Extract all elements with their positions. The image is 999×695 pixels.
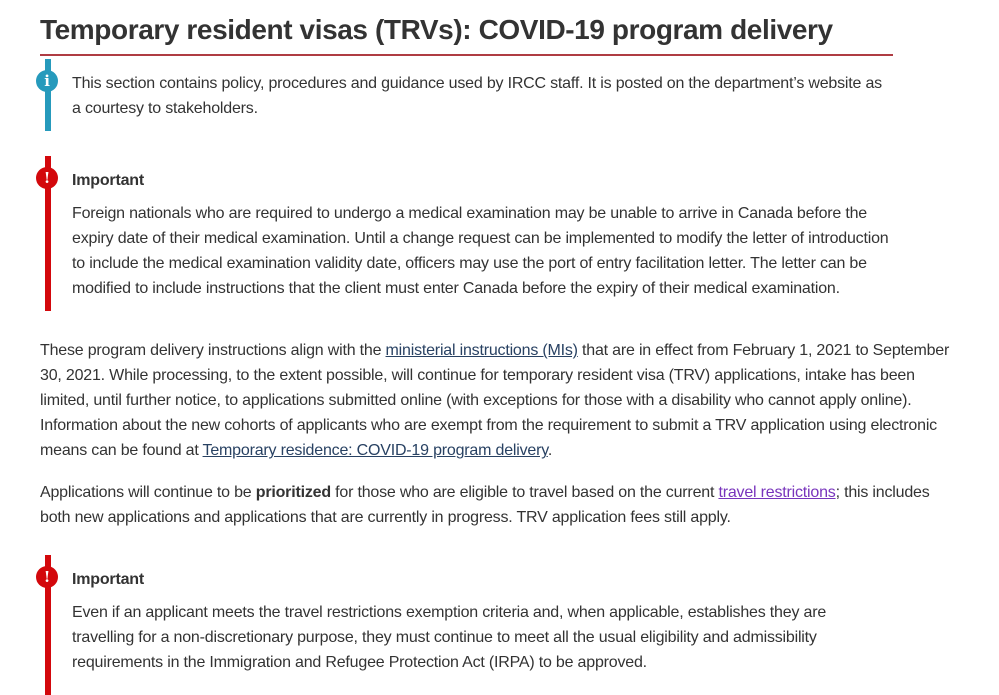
- exclamation-icon: !: [36, 566, 58, 588]
- prioritized-emphasis: prioritized: [255, 484, 331, 502]
- important-text: Foreign nationals who are required to undergo a medical examination may be unable to arrive in Canada before the expiry date of their medical examination. Until a change request can be implemented to modify the letter of introduction to include the medical examination validity date, officers may use the port of entry facilitation letter. The letter can be modified to include instructions that the client must enter Canada before the expiry of their medical examination.: [72, 205, 889, 298]
- ministerial-instructions-link[interactable]: ministerial instructions (MIs): [385, 342, 578, 360]
- important-label: Important: [72, 571, 144, 589]
- info-callout: [40, 59, 995, 131]
- exclamation-icon: !: [36, 167, 58, 189]
- travel-restrictions-link[interactable]: travel restrictions: [718, 484, 836, 502]
- info-text: This section contains policy, procedures and guidance used by IRCC staff. It is posted on the department’s website as a courtesy to stakeholders.: [72, 75, 882, 118]
- important-label: Important: [72, 172, 144, 190]
- intro-text-2: that are in effect from February 1, 2021 to September 30, 2021. While processing, to the extent possible, will continue for temporary resident visa (TRV) applications, intake has been limited, until further notice, to applications submitted online (with exceptions for those with a disability who cannot apply online). Information about the new cohorts of applicants who are exempt from the requirement to submit a TRV application using electronic means can be found at: [40, 342, 950, 460]
- important-callout-2: [40, 555, 995, 695]
- page-title: Temporary resident visas (TRVs): COVID-19 program delivery: [40, 14, 893, 56]
- intro-text-3: .: [547, 442, 553, 460]
- priority-text-1: Applications will continue to be: [40, 484, 256, 502]
- intro-paragraph: [40, 338, 958, 463]
- important-text: Even if an applicant meets the travel restrictions exemption criteria and, when applicable, establishes they are travelling for a non-discretionary purpose, they must continue to meet all the usual eligibility and admissibility requirements in the Immigration and Refugee Protection Act (IRPA) to be approved.: [72, 604, 827, 672]
- temporary-residence-covid-link[interactable]: Temporary residence: COVID-19 program delivery: [202, 442, 548, 460]
- priority-text-3: ; this includes both new applications and applications that are currently in progress. TRV application fees still apply.: [40, 484, 930, 527]
- info-icon: i: [36, 70, 58, 92]
- intro-text-1: These program delivery instructions align with the: [40, 342, 386, 360]
- important-callout-1: [40, 156, 995, 311]
- priority-text-2: for those who are eligible to travel based on the current: [330, 484, 719, 502]
- priority-paragraph: [40, 480, 958, 530]
